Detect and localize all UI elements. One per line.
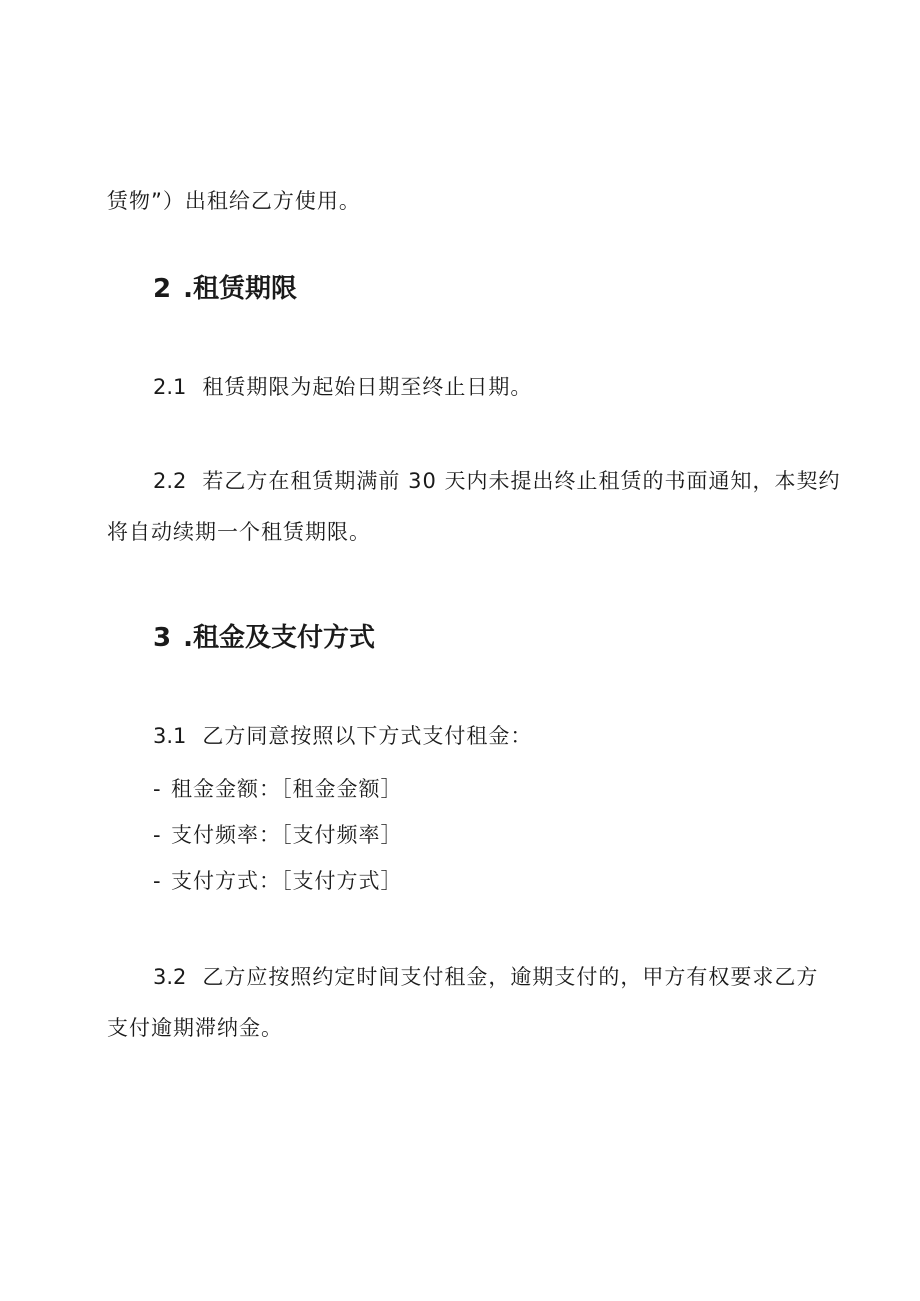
bullet-text: 租金金额：［租金金额］: [171, 777, 403, 801]
clause-2-2-text-line2: 将自动续期一个租赁期限。: [107, 520, 371, 544]
clause-3-1-number: 3.1: [153, 724, 187, 748]
clause-3-2: [153, 962, 818, 992]
clause-2-1-text: 租赁期限为起始日期至终止日期。: [202, 375, 533, 399]
bullet-dash: -: [153, 823, 162, 847]
clause-3-2-text-line1: 乙方应按照约定时间支付租金，逾期支付的，甲方有权要求乙方: [202, 965, 819, 989]
section-3-title: .租金及支付方式: [183, 623, 375, 653]
clause-2-1-number: 2.1: [153, 375, 187, 399]
bullet-dash: -: [153, 869, 162, 893]
bullet-dash: -: [153, 777, 162, 801]
section-2-title: .租赁期限: [183, 274, 297, 304]
section-3-heading: [153, 620, 375, 656]
clause-3-2-text-line2: 支付逾期滞纳金。: [107, 1016, 283, 1040]
clause-2-2: [153, 466, 840, 496]
clause-3-1: [153, 721, 532, 751]
bullet-payment-frequency: [153, 820, 403, 850]
clause-3-2-number: 3.2: [153, 965, 187, 989]
section-2-number: 2: [153, 274, 172, 304]
clause-2-1: [153, 372, 532, 402]
bullet-text: 支付频率：［支付频率］: [171, 823, 403, 847]
bullet-payment-method: [153, 866, 403, 896]
section-3-number: 3: [153, 623, 172, 653]
clause-2-2-text-line1: 若乙方在租赁期满前 30 天内未提出终止租赁的书面通知，本契约: [202, 469, 841, 493]
clause-2-2-number: 2.2: [153, 469, 187, 493]
continuation-line: 赁物”）出租给乙方使用。: [107, 189, 361, 213]
section-2-heading: [153, 271, 297, 307]
bullet-rent-amount: [153, 774, 403, 804]
clause-3-1-text: 乙方同意按照以下方式支付租金：: [202, 724, 533, 748]
bullet-text: 支付方式：［支付方式］: [171, 869, 403, 893]
